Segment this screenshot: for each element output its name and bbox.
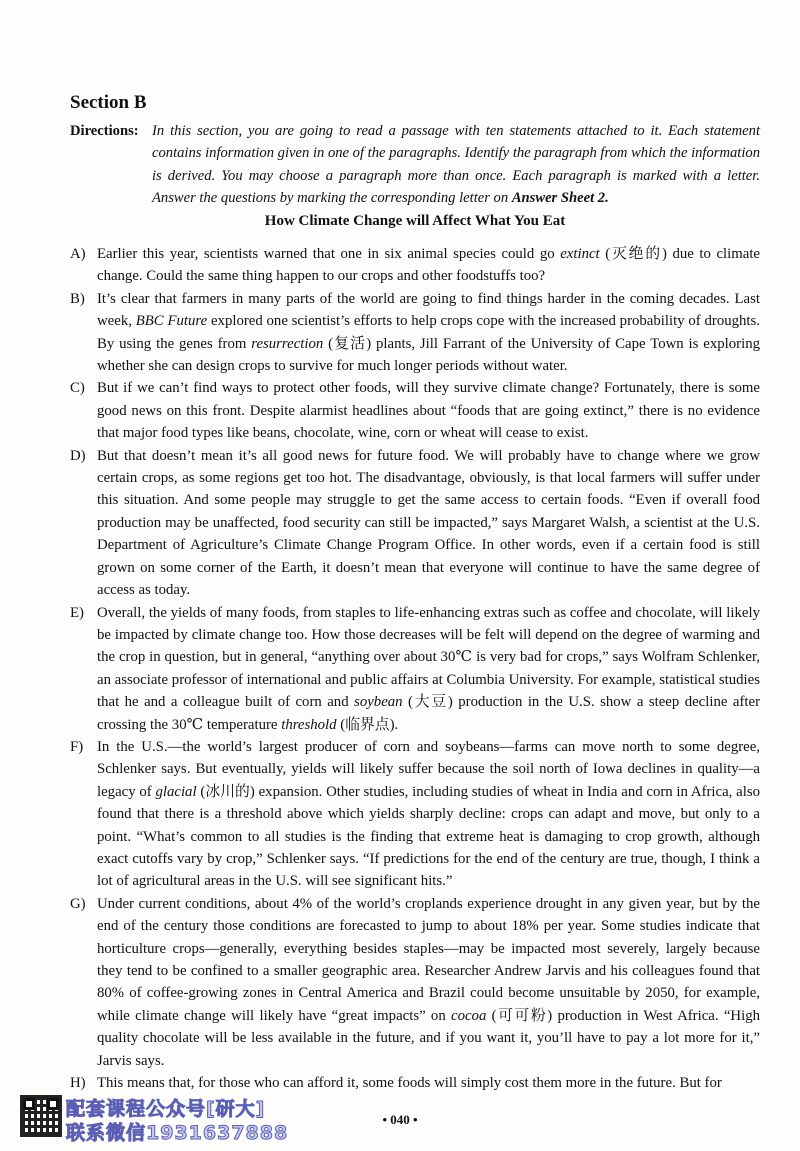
paragraph-text: (冰川的) expansion. Other studies, including studies of wheat in India and corn in Africa, also found that there is a threshold above which yields sharply decline: crops can adapt and move, but only to a point. “What’s common to all studies is the finding that extreme heat is damaging to crop growth, although exact cutoffs vary by crop,” Schlenker says. “If predictions for the end of the century are true, though, I think a lot of agricultural areas in the U.S. will see significant hits.” — [97, 783, 760, 890]
paragraph-text: It’s clear that farmers in many parts of the world are going to find things harder in the coming decades. Last week, — [97, 290, 760, 330]
passage-title: How Climate Change will Affect What You Eat — [264, 213, 566, 229]
paragraph-text: (灭绝的) due to climate change. Could the same thing happen to our crops and other foodstuffs too? — [97, 246, 760, 285]
paragraph-letter: D) — [70, 447, 86, 464]
directions-label: Directions: — [70, 123, 139, 139]
paragraph-term: soybean — [354, 694, 403, 711]
watermark-line-2: 联系微信1931637888 — [66, 1122, 289, 1144]
paragraph-d — [70, 445, 760, 602]
paragraph-g — [70, 893, 760, 1072]
paragraph-text: But if we can’t find ways to protect other foods, will they survive climate change? Fortunately, there is some good news on this front. Despite alarmist headlines about “foods that are going extinct,” there is no evidence that major food types like beans, chocolate, wine, corn or wheat will cease to exist. — [97, 380, 760, 442]
paragraph-text: But that doesn’t mean it’s all good news for future food. We will probably have to change where we grow certain crops, as some regions get too hot. The disadvantage, obviously, is that local farmers will suffer under this situation. And some people may struggle to get the same access to certain foods. “Even if overall food production may be unaffected, food security can still be impacted,” says Margaret Walsh, a scientist at the U.S. Department of Agriculture’s Climate Change Program Office. In other words, even if a certain food is still grown on some corner of the Earth, it doesn’t mean that everyone will continue to have the same degree of access as today. — [97, 447, 760, 599]
paragraph-text: Earlier this year, scientists warned that one in six animal species could go — [97, 246, 561, 262]
paragraph-letter: B) — [70, 290, 85, 307]
paragraph-c — [70, 377, 760, 444]
paragraph-text: (复活) plants, Jill Farrant of the University of Cape Town is exploring whether she can design crops to survive for much longer periods without water. — [97, 335, 761, 375]
section-title: Section B — [70, 92, 147, 113]
answer-sheet-label: Answer Sheet 2. — [511, 190, 609, 207]
directions-block — [70, 120, 760, 210]
passage-paragraphs — [70, 243, 760, 1094]
paragraph-term: threshold — [281, 716, 337, 733]
qr-code-icon — [20, 1095, 62, 1137]
paragraph-term: resurrection — [251, 335, 324, 352]
page-number: • 040 • — [382, 1112, 418, 1127]
paragraph-term: cocoa — [451, 1007, 487, 1024]
paragraph-letter: G) — [70, 895, 86, 912]
paragraph-text: Overall, the yields of many foods, from staples to life-enhancing extras such as coffee and chocolate, will likely be impacted by climate change too. How those decreases will be felt will depend on the degree of warming and the crop in question, but in general, “anything over about 30℃ is very bad for crops,” says Wolfram Schlenker, an associate professor of international and public affairs at Columbia University. For example, statistical studies that he and a colleague built of corn and — [97, 604, 760, 711]
paragraph-e — [70, 602, 760, 736]
paragraph-b — [70, 288, 760, 378]
paragraph-letter: F) — [70, 738, 84, 755]
paragraph-text: explored one scientist’s efforts to help crops cope with the increased probability of droughts. By using the genes from — [97, 313, 760, 352]
paragraph-text: Under current conditions, about 4% of the world’s croplands experience drought in any given year, but by the end of the century those conditions are forecasted to jump to about 18% per year. Some studies indicate that horticulture crops—generally, everything besides staples—may be impacted most severely, largely because they tend to be confined to a smaller geographic area. Researcher Andrew Jarvis and his colleagues found that 80% of coffee-growing zones in Central America and Brazil could become unsuitable by 2050, for example, while climate change will likely have “great impacts” on — [97, 895, 760, 1024]
paragraph-text: This means that, for those who can afford it, some foods will simply cost them more in the future. But for — [97, 1075, 722, 1092]
paragraph-letter: A) — [70, 246, 86, 262]
directions-text — [152, 120, 760, 210]
paragraph-f — [70, 736, 760, 893]
paragraph-h — [70, 1072, 760, 1094]
paragraph-term: glacial — [155, 783, 197, 800]
watermark-line-1: 配套课程公众号[研大] — [66, 1098, 266, 1120]
paragraph-text: (临界点). — [336, 716, 399, 733]
paragraph-text: (可可粉) production in West Africa. “High quality chocolate will be less available in the future, and if you want it, you’ll have to pay a lot more for it,” Jarvis says. — [97, 1007, 760, 1069]
directions-body: In this section, you are going to read a passage with ten statements attached to it. Each statement contains information given in one of the paragraphs. Identify the paragraph from which the information is derived. You may choose a paragraph more than once. Each paragraph is marked with a letter. Answer the questions by marking the corresponding letter on — [152, 123, 760, 207]
paragraph-term: BBC Future — [135, 313, 208, 330]
paragraph-text: (大豆) production in the U.S. show a steep decline after crossing the 30℃ temperature — [97, 694, 761, 733]
paragraph-a — [70, 243, 760, 288]
paragraph-term: extinct — [560, 246, 600, 262]
paragraph-text: In the U.S.—the world’s largest producer of corn and soybeans—farms can move north to some degree, Schlenker says. But eventually, yields will likely suffer because the soil north of Iowa declines in quality—a legacy of — [97, 738, 760, 800]
paragraph-letter: E) — [70, 604, 84, 621]
paragraph-letter: H) — [70, 1075, 86, 1092]
paragraph-letter: C) — [70, 380, 85, 397]
